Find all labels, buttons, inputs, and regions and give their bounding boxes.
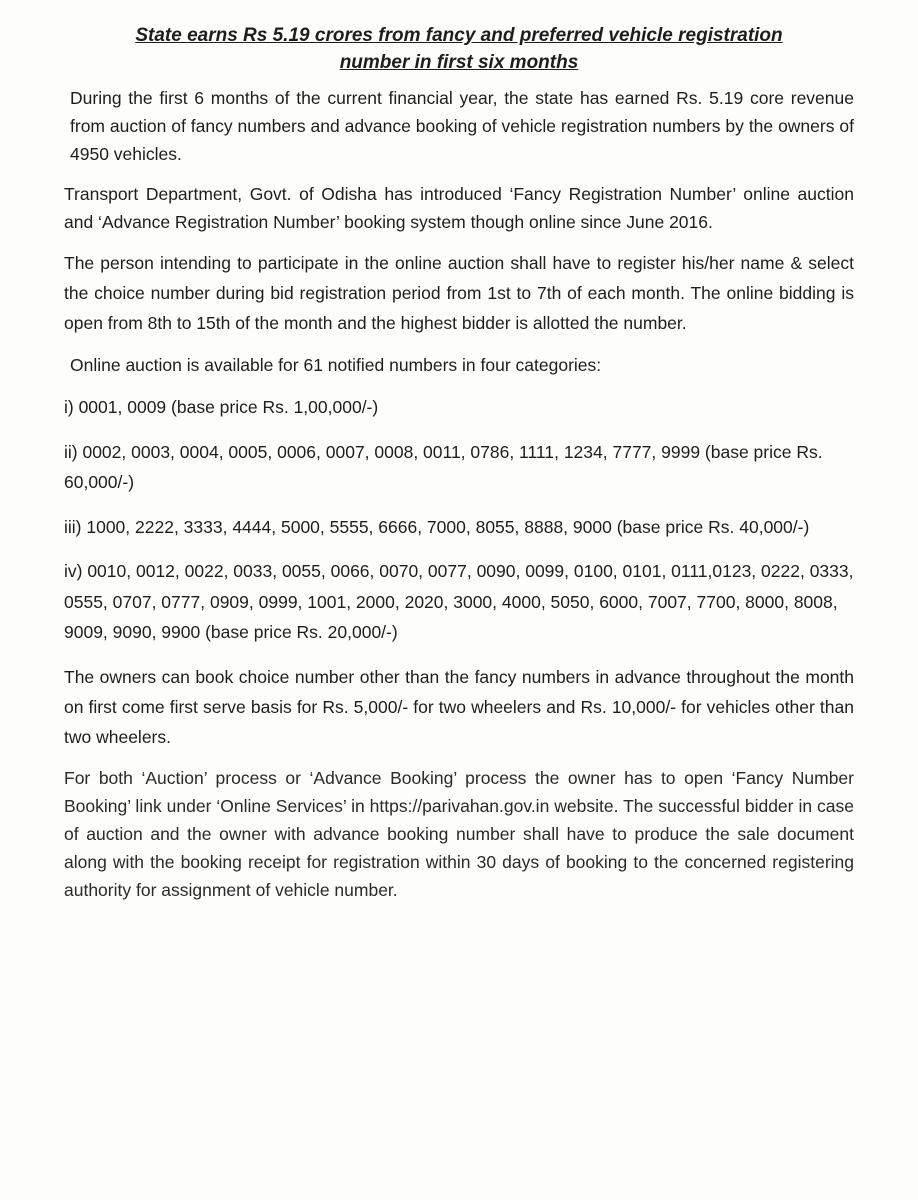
paragraph-advance-booking: The owners can book choice number other than the fancy numbers in advance throughout the month on first come first serve basis for Rs. 5,000/- for two wheelers and Rs. 10,000/- for vehicles other than two wheelers. bbox=[64, 666, 854, 747]
paragraph-revenue: During the first 6 months of the current financial year, the state has earned Rs. 5.19 core revenue from auction of fancy numbers and advance booking of vehicle registration numbers by the owners of 4950 vehicles. bbox=[70, 88, 854, 164]
paragraph-procedure: For both ‘Auction’ process or ‘Advance Booking’ process the owner has to open ‘Fancy Number Booking’ link under ‘Online Services’ in https://parivahan.gov.in website. The successful bidder in case of auction and the owner with advance booking number shall have to produce the sale document along with the booking receipt for registration within 30 days of booking to the concerned registering authority for assignment of vehicle number. bbox=[64, 767, 854, 900]
document-title: State earns Rs 5.19 crores from fancy and preferred vehicle registration number in first six months bbox=[135, 25, 783, 73]
paragraph-participation: The person intending to participate in the online auction shall have to register his/her name & select the choice number during bid registration period from 1st to 7th of each month. The online bidding is open from 8th to 15th of the month and the highest bidder is allotted the number. bbox=[64, 253, 854, 333]
paragraph-introduction: Transport Department, Govt. of Odisha has introduced ‘Fancy Registration Number’ online auction and ‘Advance Registration Number’ booking system though online since June 2016. bbox=[64, 184, 854, 232]
category-item-3: iii) 1000, 2222, 3333, 4444, 5000, 5555, 6666, 7000, 8055, 8888, 9000 (base price Rs. 40,000/-) bbox=[64, 516, 810, 537]
category-item-2: ii) 0002, 0003, 0004, 0005, 0006, 0007, 0008, 0011, 0786, 1111, 1234, 7777, 9999 (base price Rs. 60,000/-) bbox=[64, 441, 823, 492]
category-item-4: iv) 0010, 0012, 0022, 0033, 0055, 0066, 0070, 0077, 0090, 0099, 0100, 0101, 0111,0123, 0222, 0333, 0555, 0707, 0777, 0909, 0999, 1001, 2000, 2020, 3000, 4000, 5050, 6000, 7007, 7700, 8000, 8008, 9009, 9090, 9900 (base price Rs. 20,000/-) bbox=[64, 561, 854, 642]
paragraph-categories-intro: Online auction is available for 61 notified numbers in four categories: bbox=[70, 355, 602, 375]
category-item-1: i) 0001, 0009 (base price Rs. 1,00,000/-) bbox=[64, 397, 379, 417]
